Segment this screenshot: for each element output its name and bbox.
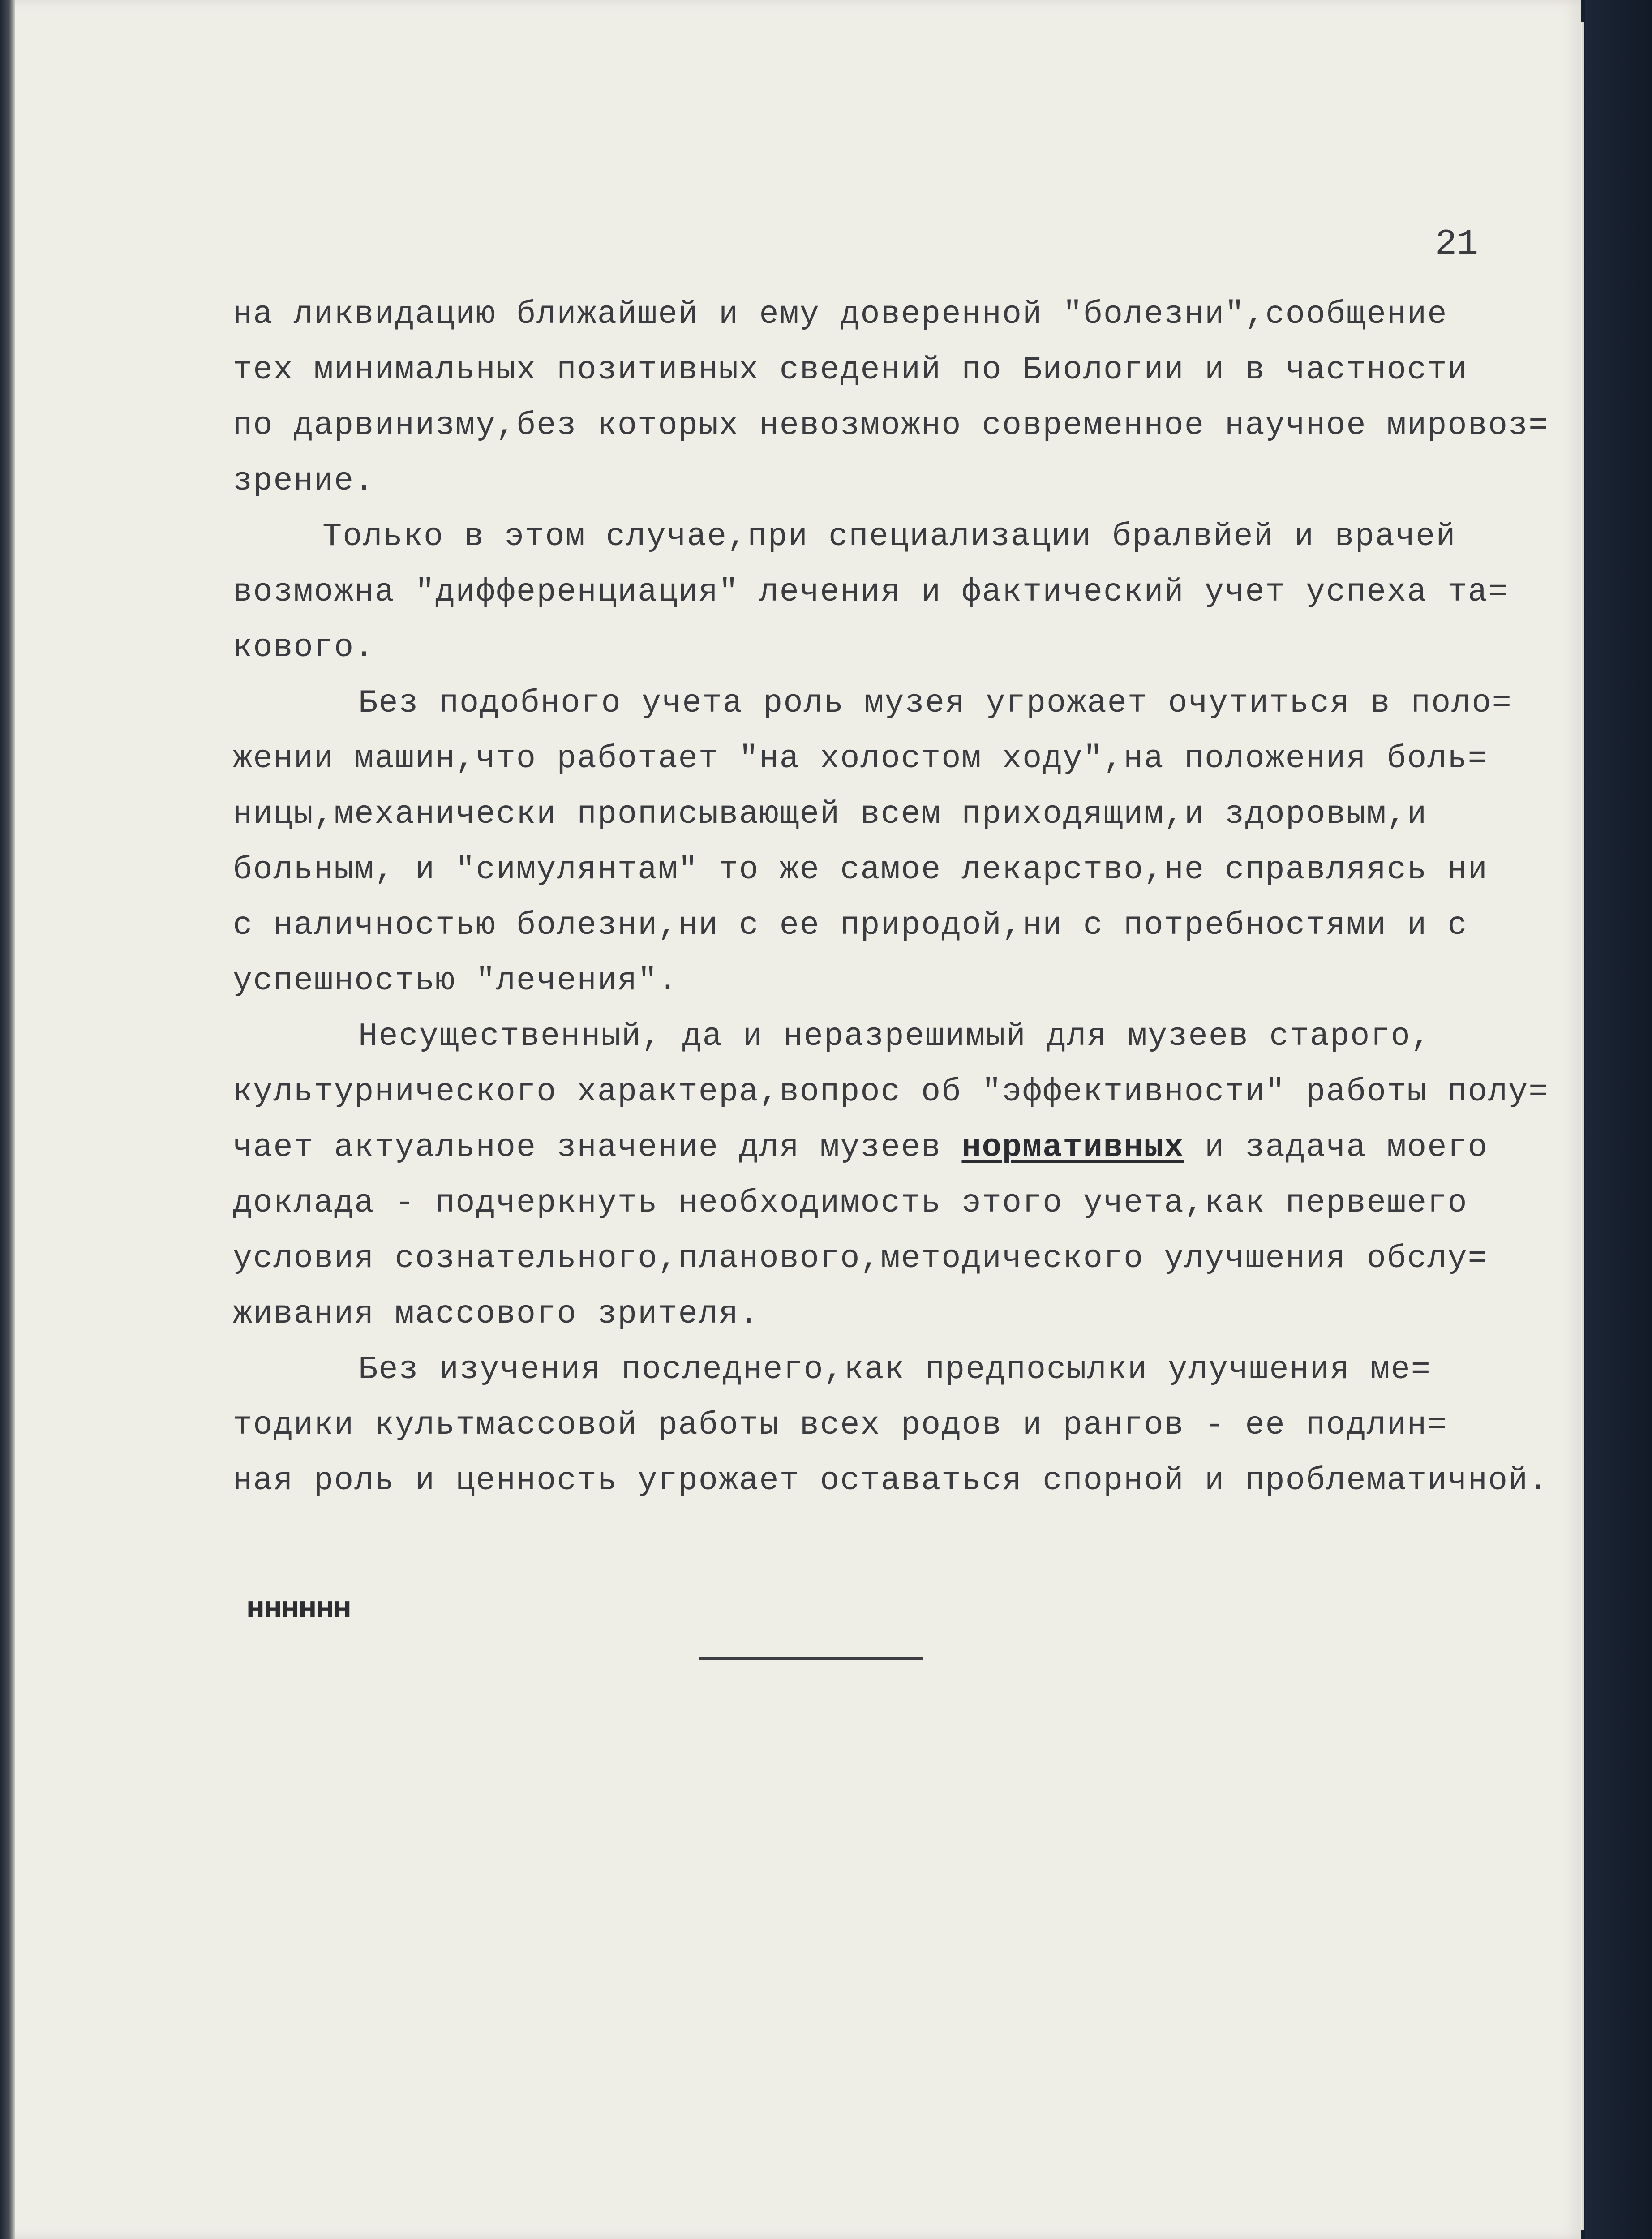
text-fragment: чает актуальное значение для музеев — [233, 1129, 942, 1166]
text-line: доклада - подчеркнуть необходимость этого учета,как первешего — [233, 1185, 1468, 1221]
end-rule — [699, 1657, 923, 1660]
text-fragment: и задача моего — [1204, 1129, 1488, 1166]
text-line: с наличностью болезни,ни с ее природой,ни с потребностями и с — [233, 907, 1468, 944]
text-line: Без изучения последнего,как предпосылки улучшения ме= — [358, 1351, 1431, 1388]
underlined-word: нормативных — [961, 1129, 1184, 1166]
text-line: ная роль и ценность угрожает оставаться спорной и проблематичной. — [233, 1462, 1549, 1499]
text-line: кового. — [233, 629, 375, 666]
text-line: Несущественный, да и неразрешимый для музеев старого, — [358, 1018, 1431, 1055]
text-line: Только в этом случае,при специализации бралвйей и врачей — [322, 518, 1456, 555]
text-line: на ликвидацию ближайшей и ему доверенной "болезни",сообщение — [233, 296, 1448, 333]
text-line: культурнического характера,вопрос об "эффективности" работы полу= — [233, 1074, 1549, 1110]
text-line: тодики культмассовой работы всех родов и рангов - ее подлин= — [233, 1407, 1448, 1444]
typed-text — [233, 287, 1554, 1508]
page-number: 21 — [1435, 224, 1479, 265]
text-line: больным, и "симулянтам" то же самое лекарство,не справляясь ни — [233, 851, 1488, 888]
text-line: ницы,механически прописывающей всем приходящим,и здоровым,и — [233, 796, 1428, 833]
binding-edge — [0, 0, 15, 2239]
text-line: условия сознательного,планового,методического улучшения обслу= — [233, 1240, 1488, 1277]
text-line — [233, 1120, 1554, 1175]
text-line: живания массового зрителя. — [233, 1296, 759, 1332]
text-line: Без подобного учета роль музея угрожает очутиться в поло= — [358, 685, 1512, 722]
text-line: успешностью "лечения". — [233, 963, 678, 999]
scanner-bed — [1585, 0, 1652, 2239]
struck-out-text: нннннн — [246, 1592, 351, 1627]
text-line: тех минимальных позитивных сведений по Биологии и в частности — [233, 352, 1468, 388]
text-line: возможна "дифференциация" лечения и фактический учет успеха та= — [233, 574, 1509, 610]
text-line: зрение. — [233, 463, 375, 499]
text-line: жении машин,что работает "на холостом ходу",на положения боль= — [233, 740, 1488, 777]
text-line: по дарвинизму,без которых невозможно современное научное мировоз= — [233, 407, 1549, 444]
